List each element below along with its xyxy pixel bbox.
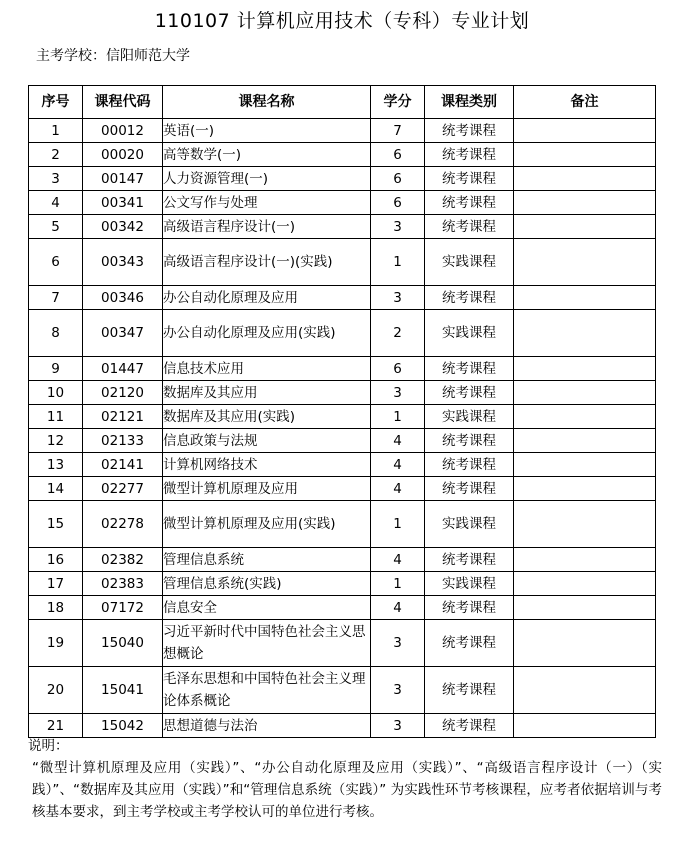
row-no: 2 (29, 143, 83, 167)
row-credit: 4 (371, 429, 425, 453)
row-type: 统考课程 (425, 620, 514, 667)
row-note (514, 286, 656, 310)
row-type: 统考课程 (425, 143, 514, 167)
row-type: 统考课程 (425, 429, 514, 453)
row-type: 统考课程 (425, 357, 514, 381)
table-row (29, 119, 656, 143)
page-title: 110107 计算机应用技术（专科）专业计划 (154, 10, 530, 32)
row-name: 管理信息系统(实践) (163, 572, 371, 596)
row-no: 12 (29, 429, 83, 453)
row-note (514, 357, 656, 381)
row-no: 20 (29, 667, 83, 714)
header-code: 课程代码 (83, 86, 163, 119)
row-no: 13 (29, 453, 83, 477)
row-note (514, 453, 656, 477)
row-note (514, 620, 656, 667)
row-type: 统考课程 (425, 667, 514, 714)
row-credit: 1 (371, 239, 425, 286)
row-code: 15041 (83, 667, 163, 714)
row-name: 信息政策与法规 (163, 429, 371, 453)
row-code: 02133 (83, 429, 163, 453)
row-code: 02121 (83, 405, 163, 429)
table-row (29, 667, 656, 714)
table-row (29, 596, 656, 620)
table-row (29, 548, 656, 572)
row-credit: 3 (371, 215, 425, 239)
notes-label: 说明： (28, 738, 69, 754)
row-name: 人力资源管理(一) (163, 167, 371, 191)
row-type: 统考课程 (425, 381, 514, 405)
row-name: 信息安全 (163, 596, 371, 620)
row-note (514, 596, 656, 620)
row-code: 00341 (83, 191, 163, 215)
table-row (29, 572, 656, 596)
row-code: 01447 (83, 357, 163, 381)
table-row (29, 191, 656, 215)
row-no: 5 (29, 215, 83, 239)
row-credit: 1 (371, 405, 425, 429)
row-credit: 4 (371, 477, 425, 501)
row-no: 15 (29, 501, 83, 548)
row-note (514, 191, 656, 215)
table-row (29, 477, 656, 501)
row-credit: 6 (371, 191, 425, 215)
table-row (29, 143, 656, 167)
row-credit: 3 (371, 620, 425, 667)
row-type: 统考课程 (425, 714, 514, 738)
table-header-row (29, 86, 656, 119)
row-credit: 3 (371, 381, 425, 405)
row-name: 数据库及其应用 (163, 381, 371, 405)
row-name: 办公自动化原理及应用 (163, 286, 371, 310)
row-credit: 1 (371, 572, 425, 596)
row-type: 统考课程 (425, 477, 514, 501)
row-type: 统考课程 (425, 596, 514, 620)
row-name: 数据库及其应用(实践) (163, 405, 371, 429)
table-row (29, 167, 656, 191)
row-type: 统考课程 (425, 286, 514, 310)
exam-school: 主考学校：信阳师范大学 (36, 48, 190, 64)
row-type: 实践课程 (425, 501, 514, 548)
row-code: 00012 (83, 119, 163, 143)
row-note (514, 667, 656, 714)
row-code: 00147 (83, 167, 163, 191)
row-note (514, 429, 656, 453)
row-credit: 7 (371, 119, 425, 143)
row-name: 信息技术应用 (163, 357, 371, 381)
row-no: 8 (29, 310, 83, 357)
row-name: 微型计算机原理及应用(实践) (163, 501, 371, 548)
row-code: 07172 (83, 596, 163, 620)
row-code: 00020 (83, 143, 163, 167)
row-credit: 4 (371, 548, 425, 572)
row-no: 3 (29, 167, 83, 191)
row-code: 00342 (83, 215, 163, 239)
table-row (29, 286, 656, 310)
row-code: 02383 (83, 572, 163, 596)
row-no: 6 (29, 239, 83, 286)
header-note: 备注 (514, 86, 656, 119)
row-type: 统考课程 (425, 453, 514, 477)
row-name: 毛泽东思想和中国特色社会主义理论体系概论 (163, 667, 371, 714)
table-row (29, 215, 656, 239)
row-credit: 6 (371, 143, 425, 167)
row-no: 9 (29, 357, 83, 381)
row-credit: 6 (371, 167, 425, 191)
row-type: 实践课程 (425, 405, 514, 429)
row-credit: 3 (371, 286, 425, 310)
row-no: 11 (29, 405, 83, 429)
row-code: 02278 (83, 501, 163, 548)
row-note (514, 239, 656, 286)
row-name: 微型计算机原理及应用 (163, 477, 371, 501)
row-no: 19 (29, 620, 83, 667)
row-code: 02382 (83, 548, 163, 572)
row-note (514, 143, 656, 167)
row-note (514, 714, 656, 738)
row-note (514, 167, 656, 191)
table-row (29, 405, 656, 429)
row-note (514, 310, 656, 357)
row-note (514, 501, 656, 548)
row-no: 21 (29, 714, 83, 738)
row-no: 18 (29, 596, 83, 620)
table-row (29, 239, 656, 286)
header-credit: 学分 (371, 86, 425, 119)
row-code: 02120 (83, 381, 163, 405)
row-type: 统考课程 (425, 548, 514, 572)
row-no: 10 (29, 381, 83, 405)
row-note (514, 381, 656, 405)
row-credit: 4 (371, 596, 425, 620)
row-no: 14 (29, 477, 83, 501)
row-credit: 1 (371, 501, 425, 548)
row-note (514, 572, 656, 596)
header-no: 序号 (29, 86, 83, 119)
header-type: 课程类别 (425, 86, 514, 119)
row-name: 高等数学(一) (163, 143, 371, 167)
row-name: 思想道德与法治 (163, 714, 371, 738)
row-note (514, 548, 656, 572)
row-code: 15040 (83, 620, 163, 667)
header-name: 课程名称 (163, 86, 371, 119)
row-no: 17 (29, 572, 83, 596)
course-plan-table (28, 85, 656, 738)
row-name: 公文写作与处理 (163, 191, 371, 215)
row-code: 00343 (83, 239, 163, 286)
table-row (29, 429, 656, 453)
row-name: 高级语言程序设计(一)(实践) (163, 239, 371, 286)
row-name: 高级语言程序设计(一) (163, 215, 371, 239)
row-type: 统考课程 (425, 167, 514, 191)
row-code: 15042 (83, 714, 163, 738)
row-code: 02277 (83, 477, 163, 501)
row-name: 习近平新时代中国特色社会主义思想概论 (163, 620, 371, 667)
row-name: 计算机网络技术 (163, 453, 371, 477)
table-row (29, 357, 656, 381)
row-type: 统考课程 (425, 215, 514, 239)
row-type: 实践课程 (425, 572, 514, 596)
row-code: 02141 (83, 453, 163, 477)
row-name: 办公自动化原理及应用(实践) (163, 310, 371, 357)
row-name: 英语(一) (163, 119, 371, 143)
row-name: 管理信息系统 (163, 548, 371, 572)
table-row (29, 714, 656, 738)
table-row (29, 453, 656, 477)
row-note (514, 405, 656, 429)
row-no: 1 (29, 119, 83, 143)
row-note (514, 477, 656, 501)
row-code: 00346 (83, 286, 163, 310)
table-row (29, 501, 656, 548)
row-credit: 3 (371, 667, 425, 714)
row-type: 统考课程 (425, 191, 514, 215)
row-no: 7 (29, 286, 83, 310)
row-no: 4 (29, 191, 83, 215)
row-credit: 2 (371, 310, 425, 357)
table-row (29, 620, 656, 667)
notes-text: “微型计算机原理及应用（实践）”、“办公自动化原理及应用（实践）”、“高级语言程序设计（一）（实践）”、“数据库及其应用（实践）”和“管理信息系统（实践）” 为实践性环节考核课程，应考者依据培训与考核基本要求，到主考学校或主考学校认可的单位进行考核。 (32, 760, 662, 820)
row-note (514, 215, 656, 239)
table-row (29, 381, 656, 405)
table-row (29, 310, 656, 357)
row-type: 实践课程 (425, 239, 514, 286)
row-credit: 6 (371, 357, 425, 381)
row-note (514, 119, 656, 143)
row-credit: 4 (371, 453, 425, 477)
notes-section (28, 735, 662, 823)
row-type: 实践课程 (425, 310, 514, 357)
row-type: 统考课程 (425, 119, 514, 143)
row-code: 00347 (83, 310, 163, 357)
row-credit: 3 (371, 714, 425, 738)
row-no: 16 (29, 548, 83, 572)
